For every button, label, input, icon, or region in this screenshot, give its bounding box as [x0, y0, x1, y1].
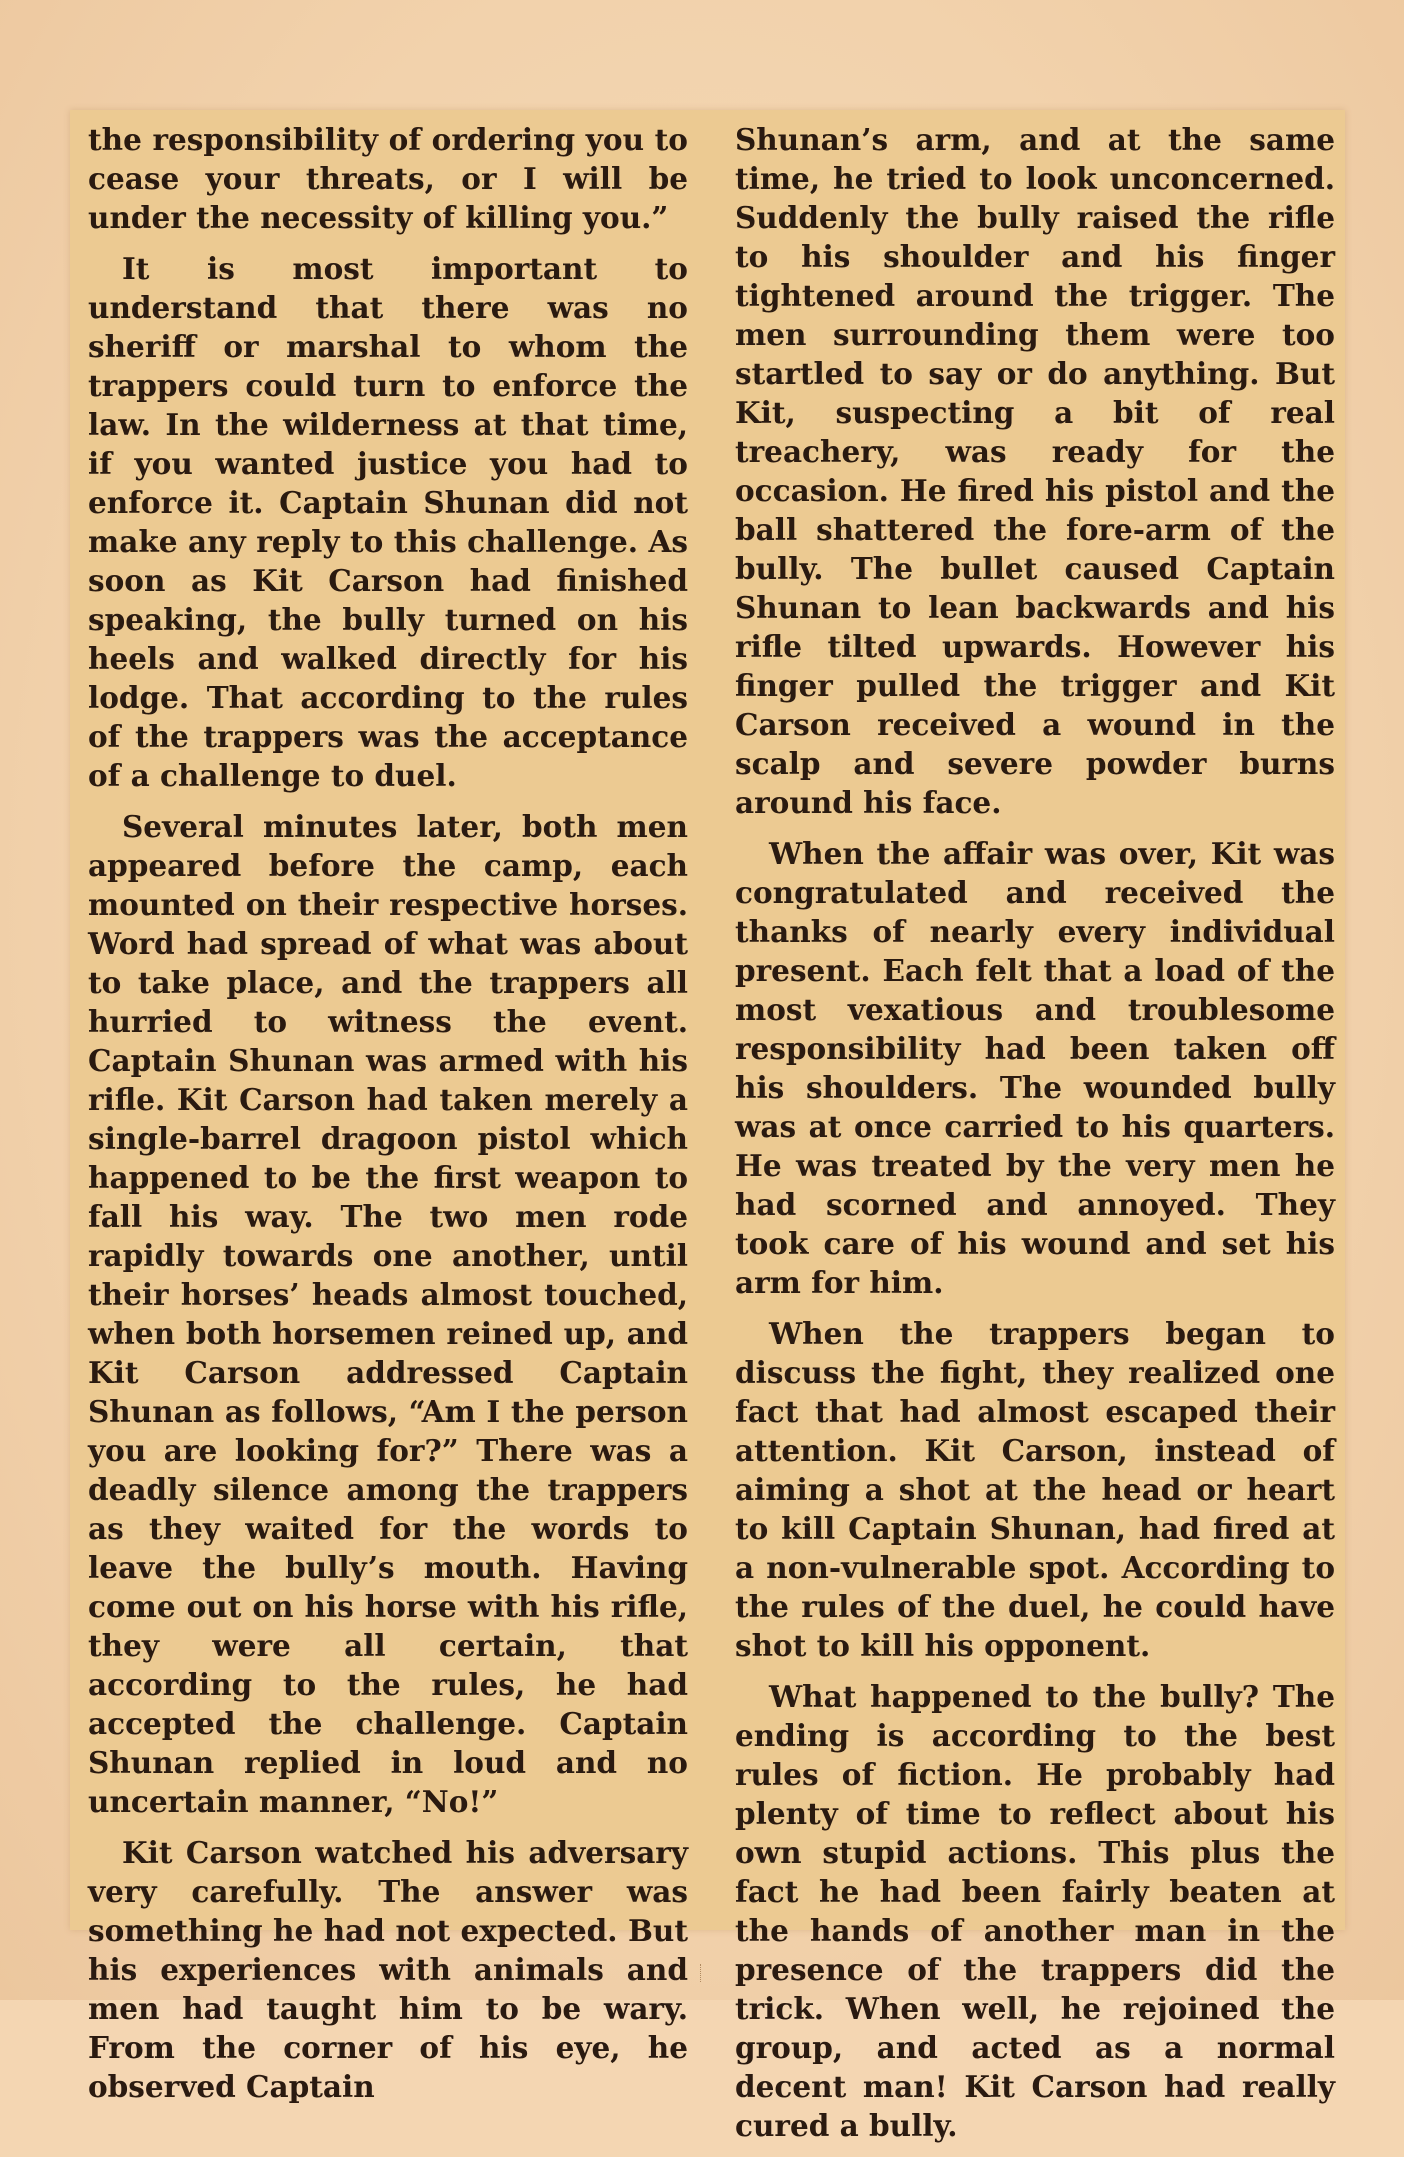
staple-mark — [700, 1964, 705, 1982]
right-paragraph-2: When the affair was over, Kit was congratulated and received the thanks of nearly every individual present. Each felt that a load of the most vexatious and troublesome responsibility had been taken off his shoulders. The wounded bully was at once carried to his quarters. He was treated by the very men he had scorned and annoyed. They took care of his wound and set his arm for him. — [735, 836, 1335, 1300]
story-text-panel — [70, 110, 1345, 2143]
left-paragraph-2: It is most important to understand that there was no sheriff or marshal to whom the trappers could turn to enforce the law. In the wilderness at that time, if you wanted justice you had to enforce it. Captain Shunan did not make any reply to this challenge. As soon as Kit Carson had finished speaking, the bully turned on his heels and walked directly for his lodge. That according to the rules of the trappers was the acceptance of a challenge to duel. — [88, 251, 688, 793]
right-text-column — [735, 120, 1335, 2157]
left-paragraph-1: the responsibility of ordering you to cease your threats, or I will be under the necessity of killing you.” — [88, 122, 688, 235]
left-text-column — [88, 120, 688, 2118]
left-paragraph-3: Several minutes later, both men appeared before the camp, each mounted on their respective horses. Word had spread of what was about to take place, and the trappers all hurried to witness the event. Captain Shunan was armed with his rifle. Kit Carson had taken merely a single-barrel dragoon pistol which happened to be the first weapon to fall his way. The two men rode rapidly towards one another, until their horses’ heads almost touched, when both horsemen reined up, and Kit Carson addressed Captain Shunan as follows, “Am I the person you are looking for?” There was a deadly silence among the trappers as they waited for the words to leave the bully’s mouth. Having come out on his horse with his rifle, they were all certain, that according to the rules, he had accepted the challenge. Captain Shunan replied in loud and no uncertain manner, “No!” — [88, 809, 688, 1819]
right-paragraph-3: When the trappers began to discuss the fight, they realized one fact that had almost escaped their attention. Kit Carson, instead of aiming a shot at the head or heart to kill Captain Shunan, had fired at a non-vulnerable spot. According to the rules of the duel, he could have shot to kill his opponent. — [735, 1316, 1335, 1663]
right-paragraph-1: Shunan’s arm, and at the same time, he tried to look unconcerned. Suddenly the bully raised the rifle to his shoulder and his finger tightened around the trigger. The men surrounding them were too startled to say or do anything. But Kit, suspecting a bit of real treachery, was ready for the occasion. He fired his pistol and the ball shattered the fore-arm of the bully. The bullet caused Captain Shunan to lean backwards and his rifle tilted upwards. However his finger pulled the trigger and Kit Carson received a wound in the scalp and severe powder burns around his face. — [735, 122, 1335, 820]
right-paragraph-4: What happened to the bully? The ending is according to the best rules of fiction. He probably had plenty of time to reflect about his own stupid actions. This plus the fact he had been fairly beaten at the hands of another man in the presence of the trappers did the trick. When well, he rejoined the group, and acted as a normal decent man! Kit Carson had really cured a bully. — [735, 1679, 1335, 2143]
left-paragraph-4: Kit Carson watched his adversary very carefully. The answer was something he had not expected. But his experiences with animals and men had taught him to be wary. From the corner of his eye, he observed Captain — [88, 1835, 688, 2104]
